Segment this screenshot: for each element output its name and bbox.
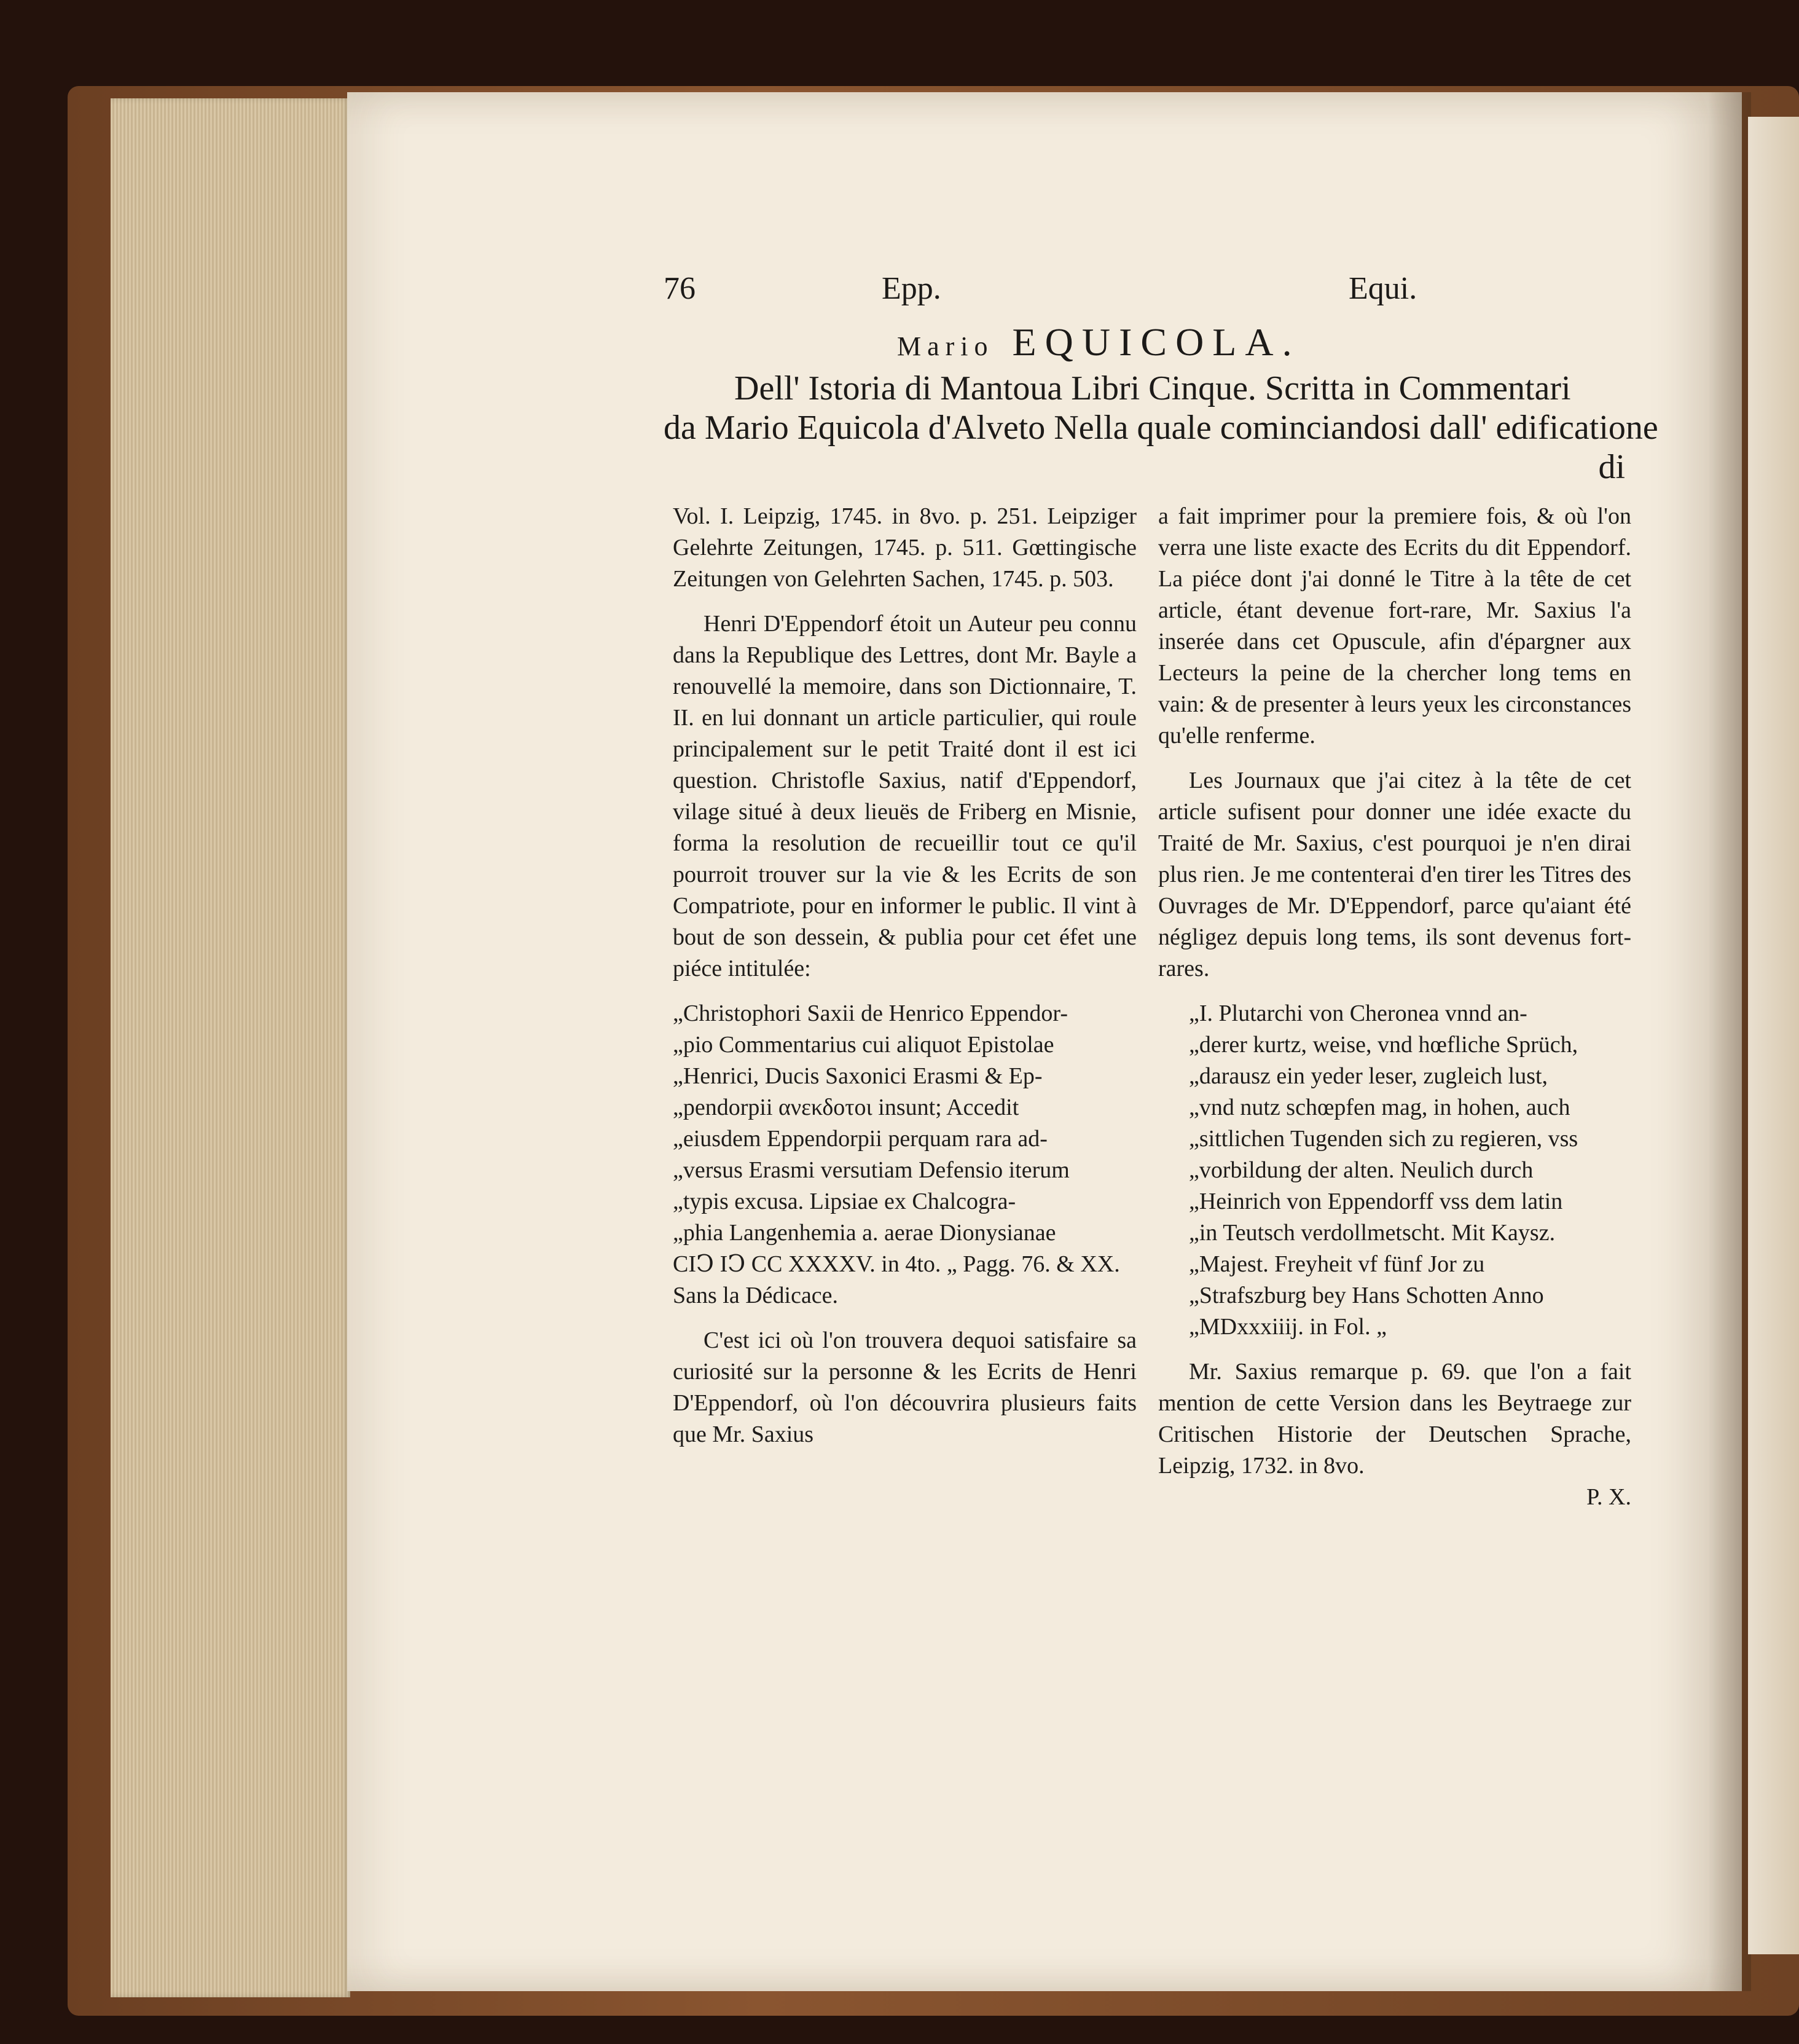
left-paragraph-1: Vol. I. Leipzig, 1745. in 8vo. p. 251. Leipziger Gelehrte Zeitungen, 1745. p. 511. Gœttingische Zeitungen von Gelehrten Sachen, 1745. p. 503. xyxy=(673,503,1137,592)
right-quote-line: „vorbildung der alten. Neulich durch xyxy=(1189,1157,1534,1183)
right-quote-line: „Strafszburg bey Hans Schotten Anno xyxy=(1189,1283,1544,1308)
left-quote-line: „pio Commentarius cui aliquot Epistolae xyxy=(673,1032,1054,1058)
right-quote-line: „darausz ein yeder leser, zugleich lust, xyxy=(1189,1063,1548,1089)
right-quote-line: „I. Plutarchi von Cheronea vnnd an- xyxy=(1189,1000,1527,1026)
right-paragraph-3: Mr. Saxius remarque p. 69. que l'on a fait mention de cette Version dans les Beytraege zur Critischen Historie der Deutschen Sprache, Leipzig, 1732. in 8vo. xyxy=(1158,1359,1631,1479)
page-edges-left xyxy=(111,98,350,1997)
left-quote-line: „versus Erasmi versutiam Defensio iterum xyxy=(673,1157,1070,1183)
subtitle-line-2: da Mario Equicola d'Alveto Nella quale cominciandosi dall' edificatione xyxy=(664,409,1658,447)
left-quote-line: „phia Langenhemia a. aerae Dionysianae xyxy=(673,1220,1056,1246)
left-paragraph-2: Henri D'Eppendorf étoit un Auteur peu connu dans la Republique des Lettres, dont Mr. Bayle a renouvellé la memoire, dans son Dictionnaire, T. II. en lui donnant un article particulier, qui roule principalement sur le petit Traité dont il est ici question. Christofle Saxius, natif d'Eppendorf, vilage situé à deux lieuës de Friberg en Misnie, forma la resolution de recueillir tout ce qu'il pourroit trouver sur la vie & les Ecrits de son Compatriote, pour en informer le public. Il vint à bout de son dessein, & publia pour cet éfet une piéce intitulée: xyxy=(673,611,1137,981)
left-quote-line: „typis excusa. Lipsiae ex Chalcogra- xyxy=(673,1189,1016,1214)
left-quote-line: „Henrici, Ducis Saxonici Erasmi & Ep- xyxy=(673,1063,1043,1089)
title-last-name: EQUICOLA. xyxy=(1012,320,1301,364)
entry-subtitle xyxy=(664,369,1658,487)
running-head-right-word: Equi. xyxy=(1349,271,1417,306)
book-gutter-shadow xyxy=(1708,92,1751,1991)
left-text-column xyxy=(673,501,1137,1464)
subtitle-line-3: di xyxy=(1598,448,1625,486)
right-quote-line: „vnd nutz schœpfen mag, in hohen, auch xyxy=(1189,1095,1570,1120)
entry-title xyxy=(664,320,1659,365)
facing-page-edge xyxy=(1748,117,1799,1954)
title-first-name: Mario xyxy=(897,331,994,361)
right-paragraph-1: a fait imprimer pour la premiere fois, & où l'on verra une liste exacte des Ecrits du dit Eppendorf. La piéce dont j'ai donné le Titre à la tête de cet article, étant devenue fort-rare, Mr. Saxius l'a inserée dans cet Opuscule, afin d'épargner aux Lecteurs la peine de la chercher long tems en vain: & de presenter à leurs yeux les circonstances qu'elle renferme. xyxy=(1158,503,1631,749)
left-quote-line: CIↃ IↃ CC XXXXV. in 4to. „ Pagg. 76. & XX. xyxy=(673,1251,1120,1277)
right-text-column xyxy=(1158,501,1631,1527)
left-quote-line: „eiusdem Eppendorpii perquam rara ad- xyxy=(673,1126,1048,1152)
left-paragraph-3: C'est ici où l'on trouvera dequoi satisfaire sa curiosité sur la personne & les Ecrits de Henri D'Eppendorf, où l'on découvrira plusieurs faits que Mr. Saxius xyxy=(673,1327,1137,1447)
right-quote-line: „derer kurtz, weise, vnd hœfliche Sprüch, xyxy=(1189,1032,1578,1058)
running-head-left-word: Epp. xyxy=(882,271,941,306)
right-quote-line: „MDxxxiiij. in Fol. „ xyxy=(1189,1314,1387,1340)
left-quote-line: „pendorpii ανεκδοτοι insunt; Accedit xyxy=(673,1095,1019,1120)
catchword: P. X. xyxy=(1586,1484,1631,1510)
right-quote-line: „in Teutsch verdollmetscht. Mit Kaysz. xyxy=(1189,1220,1556,1246)
right-quote-block xyxy=(1158,998,1631,1343)
page-number: 76 xyxy=(664,271,696,306)
left-quote-line: Sans la Dédicace. xyxy=(673,1283,839,1308)
right-quote-line: „Heinrich von Eppendorff vss dem latin xyxy=(1189,1189,1563,1214)
running-head xyxy=(664,270,1419,313)
right-quote-line: „sittlichen Tugenden sich zu regieren, vss xyxy=(1189,1126,1578,1152)
left-quote-line: „Christophori Saxii de Henrico Eppendor- xyxy=(673,1000,1068,1026)
subtitle-line-1: Dell' Istoria di Mantoua Libri Cinque. Scritta in Commentari xyxy=(734,369,1571,407)
right-paragraph-2: Les Journaux que j'ai citez à la tête de cet article sufisent pour donner une idée exacte du Traité de Mr. Saxius, c'est pourquoi je n'en dirai plus rien. Je me contenterai d'en tirer les Titres des Ouvrages de Mr. D'Eppendorf, parce qu'aiant été négligez depuis long tems, ils sont devenus fort-rares. xyxy=(1158,768,1631,981)
left-quote-block xyxy=(673,998,1137,1311)
right-quote-line: „Majest. Freyheit vf fünf Jor zu xyxy=(1189,1251,1485,1277)
